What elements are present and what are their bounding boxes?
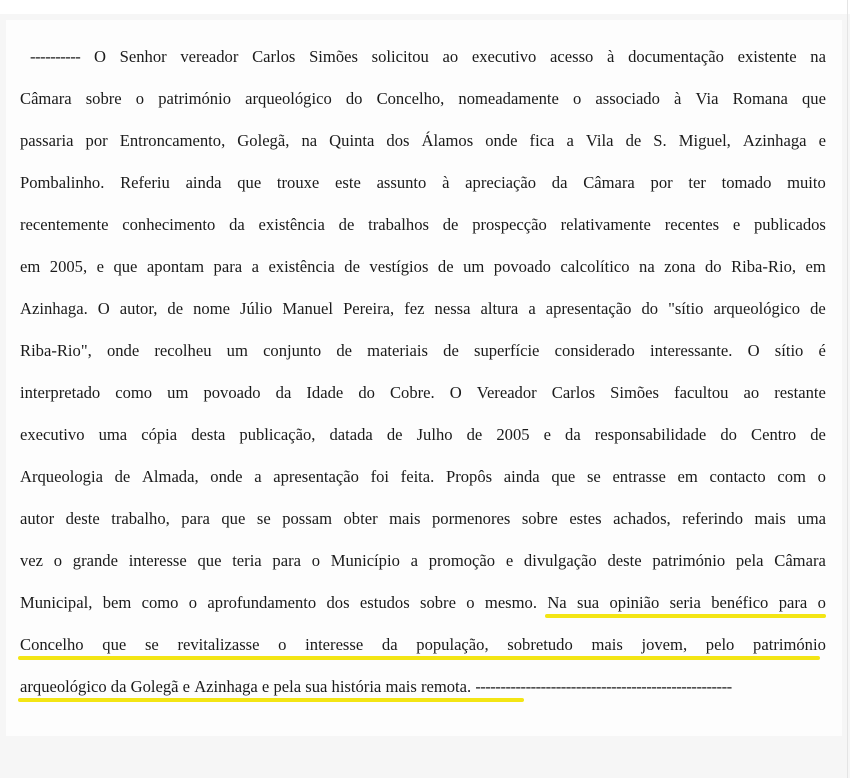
word: do [704, 257, 722, 276]
word: onde [485, 131, 518, 150]
word: dos [326, 593, 350, 612]
word: uma [797, 509, 826, 528]
word: facultou [674, 383, 729, 402]
word: O [97, 299, 110, 318]
word: mais [591, 635, 623, 654]
word: revitalizasse [177, 635, 260, 654]
word: sobre [85, 89, 122, 108]
word: sobre [521, 509, 558, 528]
word: conhecimento [122, 215, 216, 234]
word: arqueológico [20, 677, 111, 696]
word: Vereador [476, 383, 537, 402]
text-line-14 [20, 592, 826, 614]
scan-top-margin [0, 0, 850, 14]
word: para [272, 551, 301, 570]
word: à [607, 47, 615, 66]
text-line-13 [20, 550, 826, 572]
text-line-4 [20, 172, 826, 194]
text-line-15 [20, 634, 826, 656]
word: na [639, 257, 655, 276]
word: por [650, 173, 673, 192]
word: na [810, 47, 826, 66]
word: feita. [400, 467, 435, 486]
word: trabalhos [368, 215, 429, 234]
word: materiais [367, 341, 428, 360]
scan-right-edge [847, 0, 848, 778]
word: existência [258, 215, 325, 234]
word: fez [404, 299, 425, 318]
word: se [586, 467, 601, 486]
text-line-3 [20, 130, 826, 152]
word: seria [669, 593, 701, 612]
word: pormenores [431, 509, 511, 528]
text-line-10 [20, 424, 826, 446]
word: Vila [585, 131, 614, 150]
word: da [565, 425, 581, 444]
word: é [818, 341, 826, 360]
word: e [732, 215, 741, 234]
word: Cobre. [389, 383, 435, 402]
word: mais [385, 677, 421, 696]
word: Romana [732, 89, 788, 108]
word: nome [193, 299, 230, 318]
word: publicação, [239, 425, 316, 444]
word: mais [754, 509, 786, 528]
word: que [113, 257, 138, 276]
word: Concelho, [376, 89, 445, 108]
word: de [810, 299, 826, 318]
highlight-underline-1 [545, 614, 826, 618]
word: com [777, 467, 806, 486]
word: Pombalinho. [20, 173, 105, 192]
word: assunto [376, 173, 427, 192]
word: que [102, 635, 127, 654]
word: sítio [774, 341, 804, 360]
word: de [466, 425, 483, 444]
word: ter [688, 173, 706, 192]
word: pela [273, 677, 306, 696]
word: de [437, 257, 454, 276]
word: executivo [471, 47, 537, 66]
word: do [345, 89, 363, 108]
highlight-underline-2 [18, 656, 820, 660]
word: associado [595, 89, 660, 108]
word: património [158, 89, 232, 108]
word: à [442, 173, 450, 192]
word: apresentação [545, 299, 632, 318]
word: Municipal, [20, 593, 93, 612]
word: trouxe [276, 173, 320, 192]
word: referindo [682, 509, 744, 528]
word: Entroncamento, [119, 131, 226, 150]
word: trabalho, [111, 509, 170, 528]
word: jovem, [641, 635, 688, 654]
word: Azinhaga. [20, 299, 88, 318]
word: executivo [20, 425, 85, 444]
word: que [221, 509, 246, 528]
word: arqueológico [713, 299, 801, 318]
word: de [625, 131, 642, 150]
word: Pereira, [343, 299, 395, 318]
word: recolheu [154, 341, 212, 360]
word: O [93, 47, 106, 66]
word: este [335, 173, 361, 192]
word: Manuel [282, 299, 334, 318]
word: de [336, 341, 352, 360]
word: Quinta [329, 131, 375, 150]
word: remota. [420, 677, 476, 696]
word: o [817, 467, 826, 486]
word: de [114, 467, 131, 486]
word: Álamos [421, 131, 474, 150]
word: que [197, 551, 222, 570]
word: interesse [305, 635, 364, 654]
word: deste [65, 509, 100, 528]
word: vereador [180, 47, 239, 66]
word: recentes [664, 215, 720, 234]
word: ainda [185, 173, 222, 192]
document-paper [6, 20, 842, 736]
word: Simões [610, 383, 660, 402]
word: mesmo. [484, 593, 537, 612]
word: Julho [416, 425, 453, 444]
word: um [167, 383, 189, 402]
word: Na [547, 593, 567, 612]
word: passaria [20, 131, 74, 150]
word: prospecção [472, 215, 547, 234]
word: --------------------------------------------------- [475, 677, 732, 696]
word: povoado [493, 257, 551, 276]
word: tomado [721, 173, 772, 192]
word: Propôs [445, 467, 493, 486]
word: Simões [309, 47, 358, 66]
word: a [254, 467, 262, 486]
word: possam [282, 509, 332, 528]
word: Azinhaga [742, 131, 807, 150]
word: Senhor [119, 47, 167, 66]
word: o [53, 551, 63, 570]
word: Arqueologia [20, 467, 103, 486]
word: Carlos [551, 383, 596, 402]
word: o [135, 89, 145, 108]
word: Carlos [252, 47, 296, 66]
text-line-12 [20, 508, 826, 530]
word: à [674, 89, 682, 108]
word: para [778, 593, 808, 612]
word: do [641, 299, 659, 318]
word: onde [210, 467, 243, 486]
word: "sítio [668, 299, 704, 318]
word: população, [416, 635, 489, 654]
word: Centro [751, 425, 797, 444]
word: opinião [609, 593, 660, 612]
word: Câmara [774, 551, 826, 570]
word: interpretado [20, 383, 101, 402]
word: dos [386, 131, 410, 150]
word: e [261, 677, 274, 696]
word: responsabilidade [594, 425, 707, 444]
word: de [810, 425, 826, 444]
word: como [115, 383, 153, 402]
word: benéfico [711, 593, 769, 612]
text-line-6 [20, 256, 826, 278]
text-line-8 [20, 340, 826, 362]
word: em [677, 467, 698, 486]
word: considerado [554, 341, 635, 360]
word: apontam [146, 257, 205, 276]
word: que [551, 467, 576, 486]
word: promoção [428, 551, 496, 570]
word: 2005, [49, 257, 88, 276]
word: o [311, 551, 320, 570]
word: apresentação [273, 467, 359, 486]
word: Idade [306, 383, 344, 402]
word: e [543, 425, 551, 444]
word: divulgação [523, 551, 597, 570]
text-line-11 [20, 466, 826, 488]
word: Júlio [240, 299, 273, 318]
text-line-5 [20, 214, 826, 236]
word: património [753, 635, 826, 654]
word: ---------- [30, 47, 81, 66]
word: acesso [550, 47, 594, 66]
word: Azinhaga [194, 677, 262, 696]
word: foi [370, 467, 390, 486]
word: Via [695, 89, 719, 108]
word: se [256, 509, 271, 528]
word: solicitou [371, 47, 429, 66]
word: povoado [203, 383, 261, 402]
word: património [652, 551, 726, 570]
word: S. [653, 131, 667, 150]
word: achados, [613, 509, 671, 528]
word: conjunto [263, 341, 322, 360]
word: recentemente [20, 215, 109, 234]
word: Município [330, 551, 400, 570]
word: cópia [141, 425, 178, 444]
word: datada [329, 425, 373, 444]
word: apreciação [465, 173, 537, 192]
word: sua [577, 593, 600, 612]
word: o [572, 89, 582, 108]
word: como [141, 593, 179, 612]
word: um [226, 341, 248, 360]
word: restante [774, 383, 826, 402]
word: ainda [503, 467, 540, 486]
word: existência [268, 257, 335, 276]
word: autor, [119, 299, 158, 318]
word: mais [389, 509, 421, 528]
word: arqueológico [245, 89, 332, 108]
word: onde [106, 341, 140, 360]
word: se [144, 635, 159, 654]
word: 2005 [496, 425, 530, 444]
word: autor [20, 509, 55, 528]
word: da [229, 215, 245, 234]
word: de [167, 299, 184, 318]
word: o [817, 593, 826, 612]
word: deste [607, 551, 642, 570]
word: de [338, 215, 355, 234]
word: em [20, 257, 41, 276]
word: Concelho [20, 635, 84, 654]
word: calcolítico [560, 257, 630, 276]
word: Riba-Rio, [731, 257, 797, 276]
word: relativamente [560, 215, 651, 234]
word: da [110, 677, 131, 696]
text-line-7 [20, 298, 826, 320]
word: a [566, 131, 574, 150]
word: ao [743, 383, 760, 402]
word: e [505, 551, 514, 570]
word: altura [480, 299, 519, 318]
word: teria [232, 551, 262, 570]
word: O [449, 383, 462, 402]
word: Golegã [130, 677, 183, 696]
word: do [358, 383, 375, 402]
word: existente [737, 47, 797, 66]
word: da [381, 635, 398, 654]
word: a [410, 551, 418, 570]
word: interessante. [649, 341, 733, 360]
word: fica [529, 131, 555, 150]
word: uma [98, 425, 128, 444]
word: Almada, [141, 467, 199, 486]
word: ao [442, 47, 459, 66]
word: e [182, 677, 195, 696]
word: de [443, 341, 459, 360]
word: grande [72, 551, 118, 570]
word: um [463, 257, 485, 276]
word: a [528, 299, 536, 318]
word: aprofundamento [207, 593, 317, 612]
highlight-underline-3 [18, 698, 524, 702]
word: entrasse [612, 467, 666, 486]
word: e [818, 131, 826, 150]
word: o [278, 635, 287, 654]
word: vez [20, 551, 44, 570]
word: Referiu [120, 173, 170, 192]
word: Câmara [20, 89, 72, 108]
word: interesse [128, 551, 187, 570]
word: superfície [474, 341, 540, 360]
word: pelo [705, 635, 735, 654]
word: vestígios [369, 257, 429, 276]
word: estes [569, 509, 602, 528]
word: que [802, 89, 826, 108]
word: sobre [420, 593, 456, 612]
word: zona [664, 257, 696, 276]
word: Câmara [583, 173, 635, 192]
word: a [251, 257, 259, 276]
text-line-1 [30, 46, 826, 68]
word: história [331, 677, 386, 696]
word: documentação [628, 47, 724, 66]
word: Miguel, [678, 131, 731, 150]
word: nessa [434, 299, 471, 318]
word: para [181, 509, 210, 528]
word: bem [102, 593, 132, 612]
word: contacto [709, 467, 766, 486]
word: da [551, 173, 568, 192]
word: o [188, 593, 198, 612]
word: na [301, 131, 318, 150]
word: de [344, 257, 360, 276]
word: e [96, 257, 104, 276]
word: obter [343, 509, 378, 528]
word: nomeadamente [458, 89, 559, 108]
word: da [275, 383, 292, 402]
word: do [720, 425, 737, 444]
word: publicados [753, 215, 826, 234]
word: estudos [359, 593, 410, 612]
word: Golegã, [237, 131, 290, 150]
word: Riba-Rio", [20, 341, 92, 360]
word: de [442, 215, 459, 234]
word: de [386, 425, 403, 444]
word: desta [191, 425, 226, 444]
word: pela [735, 551, 764, 570]
word: sua [305, 677, 332, 696]
word: para [213, 257, 243, 276]
word: em [805, 257, 826, 276]
text-line-2 [20, 88, 826, 110]
text-line-16 [20, 676, 826, 698]
word: que [237, 173, 262, 192]
text-line-9 [20, 382, 826, 404]
word: O [747, 341, 760, 360]
word: por [85, 131, 108, 150]
word: sobretudo [507, 635, 573, 654]
word: muito [787, 173, 826, 192]
word: o [466, 593, 475, 612]
